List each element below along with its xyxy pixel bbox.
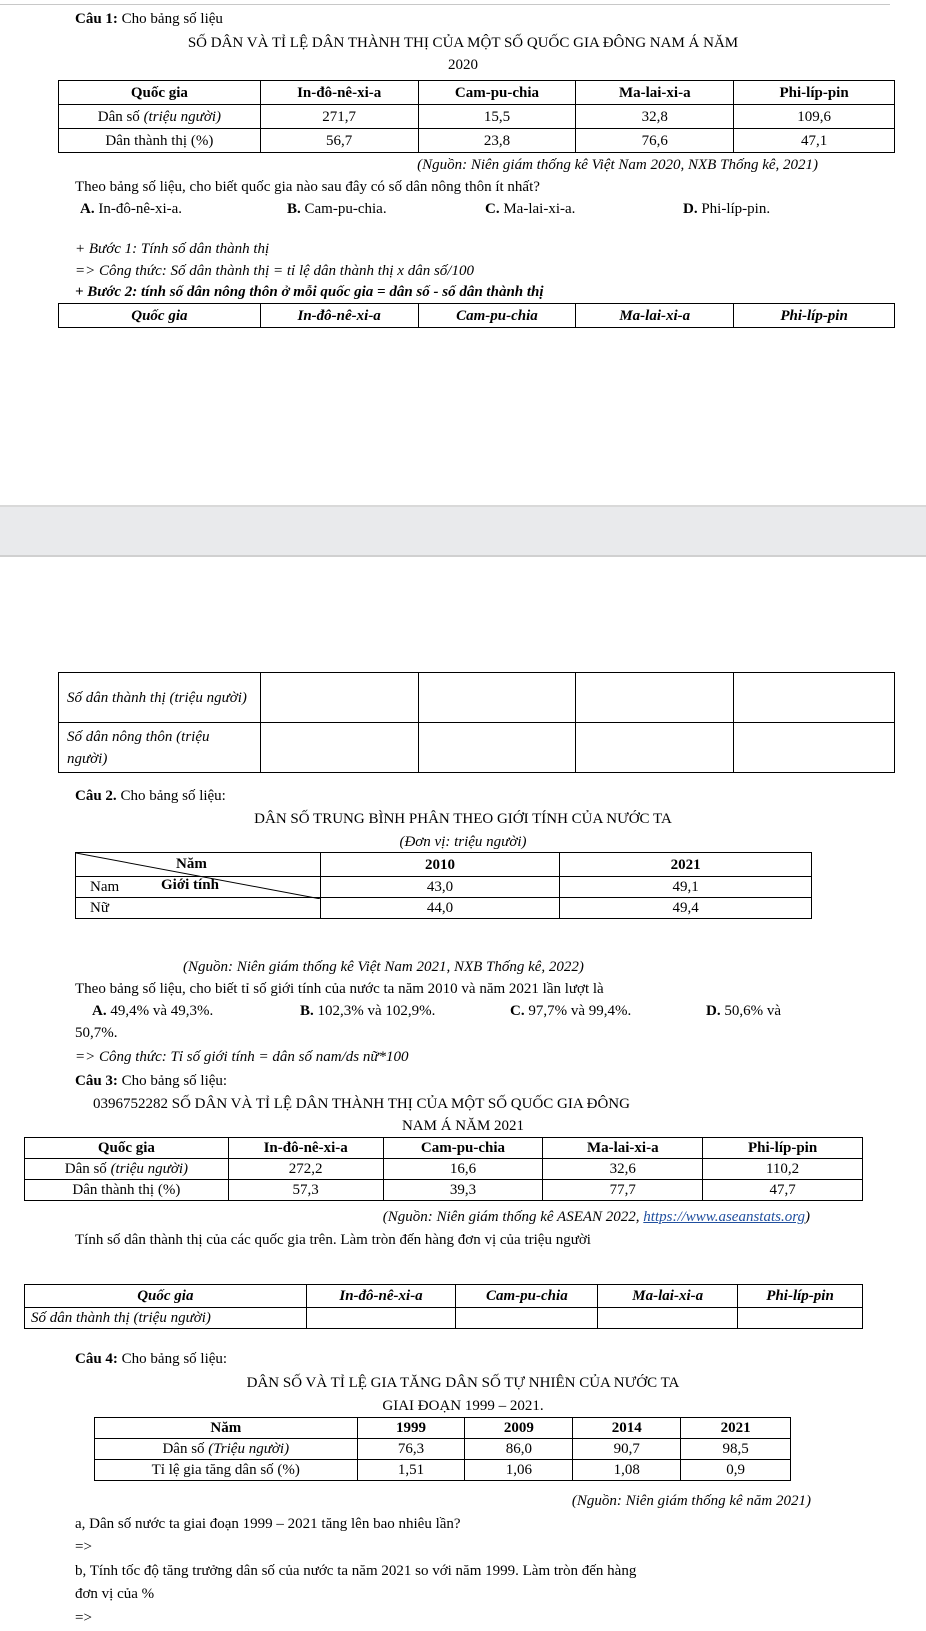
q3-source-link[interactable]: https://www.aseanstats.org	[643, 1209, 805, 1225]
q1-option-c	[485, 200, 575, 218]
q1-option-a-text: In-đô-nê-xi-a.	[94, 201, 183, 217]
q2-cell: 43,0	[320, 877, 560, 898]
q1-cell: 56,7	[260, 129, 418, 153]
q2-cell: 49,1	[560, 877, 812, 898]
q1-step2: + Bước 2: tính số dân nông thôn ở mỗi quốc gia = dân số - số dân thành thị	[75, 284, 544, 300]
q1-heading-label: Câu 1:	[75, 11, 118, 27]
q1-header-malaysia: Ma-lai-xi-a	[576, 81, 734, 105]
q3-row-label-population-b: (triệu người)	[110, 1161, 188, 1177]
q1-work-header-philippines: Phi-líp-pin	[734, 304, 895, 328]
q4-row-label-population	[95, 1439, 358, 1460]
q2-option-d-text: 50,6% và	[720, 1003, 781, 1019]
q1-work-cell[interactable]	[418, 723, 576, 773]
q1-table-row-urban	[59, 129, 895, 153]
q1-table-header-row	[59, 81, 895, 105]
q4-cell: 0,9	[681, 1460, 791, 1481]
q1-work-cell[interactable]	[576, 673, 734, 723]
q4-arrow-b: =>	[75, 1610, 92, 1626]
q1-option-d	[683, 200, 770, 218]
q4-cell: 86,0	[465, 1439, 573, 1460]
q3-work-header-malaysia: Ma-lai-xi-a	[598, 1285, 738, 1308]
q2-row-label-female: Nữ	[76, 898, 321, 919]
q1-work-cell[interactable]	[734, 723, 895, 773]
q1-cell: 32,8	[576, 105, 734, 129]
q1-work-header-indonesia: In-đô-nê-xi-a	[260, 304, 418, 328]
q1-work-cell[interactable]	[260, 723, 418, 773]
q2-option-d-continued: 50,7%.	[75, 1025, 118, 1041]
q1-title-line1: SỐ DÂN VÀ TỈ LỆ DÂN THÀNH THỊ CỦA MỘT SỐ QUỐC GIA ĐÔNG NAM Á NĂM	[187, 35, 739, 51]
q1-work-header-country: Quốc gia	[59, 304, 261, 328]
q1-cell: 271,7	[260, 105, 418, 129]
q3-title-line2: NAM Á NĂM 2021	[401, 1118, 525, 1134]
q4-row-label-population-a: Dân số	[162, 1441, 209, 1457]
q3-row-label-population-a: Dân số	[64, 1161, 111, 1177]
q1-option-d-key: D.	[683, 201, 698, 217]
q3-heading-text: Cho bảng số liệu:	[117, 1073, 228, 1089]
q2-option-d-key: D.	[706, 1003, 721, 1019]
q4-question-b-line1: b, Tính tốc độ tăng trưởng dân số của nước ta năm 2021 so với năm 1999. Làm tròn đến hàng	[75, 1563, 637, 1579]
q2-unit: (Đơn vị: triệu người)	[399, 834, 527, 850]
q3-work-header-cambodia: Cam-pu-chia	[456, 1285, 598, 1308]
q1-cell: 23,8	[418, 129, 576, 153]
q4-cell: 98,5	[681, 1439, 791, 1460]
q3-header-philippines: Phi-líp-pin	[703, 1138, 863, 1159]
q3-header-indonesia: In-đô-nê-xi-a	[228, 1138, 383, 1159]
q1-row-label-population	[59, 105, 261, 129]
q4-cell: 1,08	[573, 1460, 681, 1481]
q3-work-cell[interactable]	[456, 1308, 598, 1329]
q3-work-table	[24, 1284, 863, 1329]
q2-title: DÂN SỐ TRUNG BÌNH PHÂN THEO GIỚI TÍNH CỦA NƯỚC TA	[254, 811, 672, 827]
q1-work-label-urban: Số dân thành thị (triệu người)	[59, 673, 261, 723]
q1-work-cell[interactable]	[418, 673, 576, 723]
q4-cell: 1,51	[357, 1460, 465, 1481]
q3-work-label-urban: Số dân thành thị (triệu người)	[25, 1308, 307, 1329]
q2-heading-text: Cho bảng số liệu:	[116, 788, 226, 804]
q4-header-year: 1999	[357, 1418, 465, 1439]
q1-work-row-rural	[59, 723, 895, 773]
q3-work-header-indonesia: In-đô-nê-xi-a	[306, 1285, 456, 1308]
q4-heading-label: Câu 4:	[75, 1351, 118, 1367]
q1-option-c-text: Ma-lai-xi-a.	[499, 201, 576, 217]
q1-work-table-header	[58, 303, 895, 328]
q1-cell: 109,6	[734, 105, 895, 129]
q4-title-line1: DÂN SỐ VÀ TỈ LỆ GIA TĂNG DÂN SỐ TỰ NHIÊN CỦA NƯỚC TA	[246, 1375, 680, 1391]
q1-option-a-key: A.	[80, 201, 95, 217]
q2-option-c	[510, 1002, 631, 1020]
q3-table-header-row	[25, 1138, 863, 1159]
page-break-bottom-edge	[0, 555, 926, 557]
page-break-gap	[0, 507, 926, 555]
q1-work-cell[interactable]	[260, 673, 418, 723]
q3-cell: 77,7	[543, 1180, 703, 1201]
q1-row-label-population-a: Dân số	[97, 108, 144, 125]
q1-work-header-malaysia: Ma-lai-xi-a	[576, 304, 734, 328]
q4-title-line2: GIAI ĐOẠN 1999 – 2021.	[382, 1398, 544, 1414]
q2-cell: 44,0	[320, 898, 560, 919]
q3-title-line1: 0396752282 SỐ DÂN VÀ TỈ LỆ DÂN THÀNH THỊ CỦA MỘT SỐ QUỐC GIA ĐÔNG	[93, 1096, 630, 1112]
q1-option-a	[80, 200, 182, 218]
q4-row-label-population-b: (Triệu người)	[208, 1441, 290, 1457]
q4-header-year: 2021	[681, 1418, 791, 1439]
q3-work-row-urban	[25, 1308, 863, 1329]
q3-header-malaysia: Ma-lai-xi-a	[543, 1138, 703, 1159]
q3-table-row-urban	[25, 1180, 863, 1201]
q1-option-b-text: Cam-pu-chia.	[300, 201, 387, 217]
q4-cell: 1,06	[465, 1460, 573, 1481]
q2-header-year: 2021	[560, 853, 812, 877]
q1-option-b-key: B.	[287, 201, 301, 217]
q4-heading	[75, 1350, 227, 1368]
q2-data-table	[75, 852, 812, 919]
q3-work-cell[interactable]	[738, 1308, 863, 1329]
q3-table-row-population	[25, 1159, 863, 1180]
q2-source: (Nguồn: Niên giám thống kê Việt Nam 2021, NXB Thống kê, 2022)	[183, 959, 584, 975]
page-top-rule	[0, 4, 890, 5]
q1-work-table-body	[58, 672, 895, 773]
q3-source-text: (Nguồn: Niên giám thống kê ASEAN 2022,	[382, 1209, 644, 1225]
q2-option-a	[92, 1002, 213, 1020]
q3-work-cell[interactable]	[306, 1308, 456, 1329]
q3-cell: 47,7	[703, 1180, 863, 1201]
q4-header-year-label: Năm	[95, 1418, 358, 1439]
q2-cell: 49,4	[560, 898, 812, 919]
q3-cell: 32,6	[543, 1159, 703, 1180]
q1-question: Theo bảng số liệu, cho biết quốc gia nào sau đây có số dân nông thôn ít nhất?	[75, 179, 540, 195]
q4-row-label-growth: Tỉ lệ gia tăng dân số (%)	[95, 1460, 358, 1481]
q1-work-header-cambodia: Cam-pu-chia	[418, 304, 576, 328]
q2-corner-gender: Giới tính	[161, 877, 219, 893]
q4-source: (Nguồn: Niên giám thống kê năm 2021)	[571, 1493, 811, 1509]
q1-cell: 15,5	[418, 105, 576, 129]
q1-table-row-population	[59, 105, 895, 129]
q2-formula: => Công thức: Tỉ số giới tính = dân số nam/ds nữ*100	[75, 1049, 409, 1065]
q3-cell: 39,3	[383, 1180, 543, 1201]
q3-row-label-population	[25, 1159, 229, 1180]
q4-heading-text: Cho bảng số liệu:	[117, 1351, 228, 1367]
q4-table-header-row	[95, 1418, 791, 1439]
q1-cell: 76,6	[576, 129, 734, 153]
q2-option-b-text: 102,3% và 102,9%.	[313, 1003, 436, 1019]
q2-option-b-key: B.	[300, 1003, 314, 1019]
q4-table-row-growth	[95, 1460, 791, 1481]
q1-heading-text: Cho bảng số liệu	[117, 11, 223, 27]
q3-work-header-philippines: Phi-líp-pin	[738, 1285, 863, 1308]
q1-work-cell[interactable]	[576, 723, 734, 773]
q4-cell: 90,7	[573, 1439, 681, 1460]
q4-table-row-population	[95, 1439, 791, 1460]
q2-table-header-row	[76, 853, 812, 877]
q3-data-table	[24, 1137, 863, 1201]
q3-heading-label: Câu 3:	[75, 1073, 118, 1089]
q2-heading-label: Câu 2.	[75, 788, 117, 804]
q3-task: Tính số dân thành thị của các quốc gia trên. Làm tròn đến hàng đơn vị của triệu người	[75, 1232, 591, 1248]
q3-cell: 57,3	[228, 1180, 383, 1201]
q4-header-year: 2014	[573, 1418, 681, 1439]
q1-work-cell[interactable]	[734, 673, 895, 723]
q3-work-cell[interactable]	[598, 1308, 738, 1329]
q3-row-label-urban: Dân thành thị (%)	[25, 1180, 229, 1201]
q1-work-row-urban	[59, 673, 895, 723]
q1-option-c-key: C.	[485, 201, 500, 217]
q1-header-philippines: Phi-líp-pin	[734, 81, 895, 105]
q4-arrow-a: =>	[75, 1539, 92, 1555]
q3-work-header-row	[25, 1285, 863, 1308]
q3-heading	[75, 1072, 227, 1090]
q1-step1: + Bước 1: Tính số dân thành thị	[75, 241, 270, 257]
q2-header-year: 2010	[320, 853, 560, 877]
q2-corner-year: Năm	[176, 856, 207, 872]
q1-work-header-row	[59, 304, 895, 328]
q2-question: Theo bảng số liệu, cho biết tỉ số giới tính của nước ta năm 2010 và năm 2021 lần lượt là	[75, 981, 604, 997]
q4-header-year: 2009	[465, 1418, 573, 1439]
q4-data-table	[94, 1417, 791, 1481]
q4-cell: 76,3	[357, 1439, 465, 1460]
q3-work-header-country: Quốc gia	[25, 1285, 307, 1308]
q3-source	[383, 1208, 810, 1226]
q2-option-c-key: C.	[510, 1003, 525, 1019]
q3-cell: 110,2	[703, 1159, 863, 1180]
q1-cell: 47,1	[734, 129, 895, 153]
q2-table-row-female	[76, 898, 812, 919]
q2-option-c-text: 97,7% và 99,4%.	[524, 1003, 632, 1019]
q1-data-table	[58, 80, 895, 153]
q1-header-cambodia: Cam-pu-chia	[418, 81, 576, 105]
q1-formula: => Công thức: Số dân thành thị = tỉ lệ dân thành thị x dân số/100	[75, 263, 474, 279]
q2-option-a-key: A.	[92, 1003, 107, 1019]
q3-cell: 272,2	[228, 1159, 383, 1180]
q3-source-end: )	[805, 1209, 810, 1225]
q1-option-b	[287, 200, 387, 218]
q1-title-line2: 2020	[448, 57, 478, 73]
q2-option-b	[300, 1002, 435, 1020]
q2-row-label-male: Nam	[76, 877, 321, 898]
q1-row-label-urban: Dân thành thị (%)	[59, 129, 261, 153]
q4-question-b-line2: đơn vị của %	[75, 1586, 155, 1602]
q1-source: (Nguồn: Niên giám thống kê Việt Nam 2020, NXB Thống kê, 2021)	[417, 157, 818, 173]
q2-heading	[75, 787, 226, 805]
q1-row-label-population-b: (triệu người)	[143, 108, 221, 125]
q1-option-d-text: Phi-líp-pin.	[697, 201, 771, 217]
q1-heading	[75, 10, 223, 28]
q1-work-label-rural: Số dân nông thôn (triệu người)	[59, 723, 261, 773]
q4-question-a: a, Dân số nước ta giai đoạn 1999 – 2021 tăng lên bao nhiêu lần?	[75, 1516, 461, 1532]
q1-header-country: Quốc gia	[59, 81, 261, 105]
q2-option-a-text: 49,4% và 49,3%.	[106, 1003, 214, 1019]
q1-header-indonesia: In-đô-nê-xi-a	[260, 81, 418, 105]
q2-option-d	[706, 1002, 781, 1020]
q3-header-cambodia: Cam-pu-chia	[383, 1138, 543, 1159]
q3-cell: 16,6	[383, 1159, 543, 1180]
q3-header-country: Quốc gia	[25, 1138, 229, 1159]
